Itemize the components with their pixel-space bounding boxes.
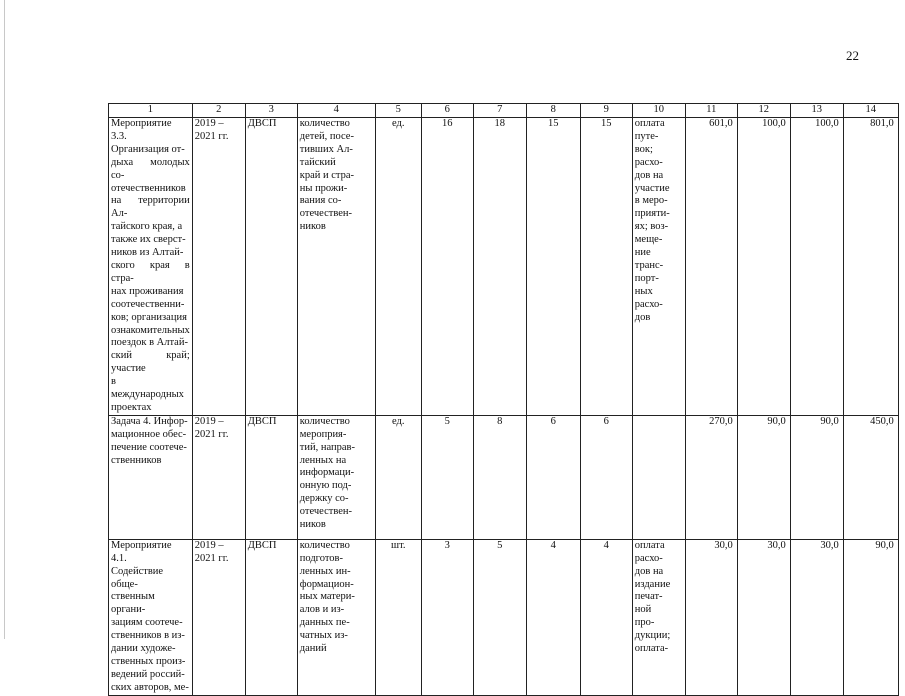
table-cell-col-13: 90,0 [790,415,843,539]
table-cell-col-1: Мероприятие 4.1. Содействие обще- ственным органи- зациям соотече- ственников в из- дании художе- ственных произ- ведений россий- ских авторов, ме- [109,539,193,695]
page-left-edge [4,0,5,639]
header-cell: 6 [421,104,473,118]
table-cell-col-7: 5 [473,539,526,695]
table-cell-col-11: 30,0 [685,539,737,695]
table-cell-col-12: 90,0 [737,415,790,539]
page-number: 22 [846,48,859,63]
table-cell-col-8: 6 [526,415,580,539]
header-cell: 5 [375,104,421,118]
table-cell-col-10: оплата расхо- дов на издание печат- ной про- дукции; оплата- [632,539,685,695]
table-cell-col-3: ДВСП [245,118,297,416]
table-cell-col-5: шт. [375,539,421,695]
program-activities-table [108,103,899,696]
table-cell-col-2: 2019 – 2021 гг. [192,118,245,416]
header-cell: 10 [632,104,685,118]
table-cell-col-12: 100,0 [737,118,790,416]
header-cell: 13 [790,104,843,118]
table-row [109,118,899,416]
header-cell: 4 [297,104,375,118]
header-cell: 1 [109,104,193,118]
table-cell-col-11: 270,0 [685,415,737,539]
table-header-row [109,104,899,118]
table-cell-col-11: 601,0 [685,118,737,416]
table-cell-col-10: оплата путе- вок; расхо- дов на участие в меро- прияти- ях; воз- меще- ние транс- порт- ных расхо- дов [632,118,685,416]
table-cell-col-13: 30,0 [790,539,843,695]
table-cell-col-9: 15 [580,118,632,416]
table-cell-col-9: 6 [580,415,632,539]
header-cell: 9 [580,104,632,118]
header-cell: 14 [843,104,898,118]
table-cell-col-1: Задача 4. Инфор- мационное обес- печение соотече- ственников [109,415,193,539]
header-cell: 8 [526,104,580,118]
table-cell-col-14: 90,0 [843,539,898,695]
table-cell-col-6: 16 [421,118,473,416]
table-cell-col-3: ДВСП [245,539,297,695]
table-cell-col-14: 801,0 [843,118,898,416]
table-cell-col-9: 4 [580,539,632,695]
table-cell-col-14: 450,0 [843,415,898,539]
table-row [109,415,899,539]
table-row [109,539,899,695]
table-cell-col-4: количество подготов- ленных ин- формацион- ных матери- алов и из- данных пе- чатных из- даний [297,539,375,695]
header-cell: 3 [245,104,297,118]
table-cell-col-8: 15 [526,118,580,416]
table-cell-col-8: 4 [526,539,580,695]
header-cell: 11 [685,104,737,118]
table-cell-col-3: ДВСП [245,415,297,539]
table-cell-col-7: 18 [473,118,526,416]
table-cell-col-7: 8 [473,415,526,539]
table-cell-col-13: 100,0 [790,118,843,416]
table-cell-col-4: количество детей, посе- тивших Ал- тайский край и стра- ны прожи- вания со- отечествен- ников [297,118,375,416]
table-cell-col-5: ед. [375,118,421,416]
header-cell: 2 [192,104,245,118]
table-cell-col-5: ед. [375,415,421,539]
header-cell: 12 [737,104,790,118]
table-cell-col-1: Мероприятие 3.3. Организация от- дыха молодых со- отечественников на территории Ал- тайского края, а также их сверст- ников из Алтай- ского края в стра- нах проживания соотечественни- ков; организация ознакомительных поездок в Алтай- ский край; участие в международных проектах [109,118,193,416]
header-cell: 7 [473,104,526,118]
table-cell-col-12: 30,0 [737,539,790,695]
table-cell-col-6: 5 [421,415,473,539]
table-cell-col-10 [632,415,685,539]
table-cell-col-2: 2019 – 2021 гг. [192,539,245,695]
table-cell-col-2: 2019 – 2021 гг. [192,415,245,539]
table-cell-col-4: количество мероприя- тий, направ- ленных на информаци- онную под- держку со- отечествен- ников [297,415,375,539]
table-cell-col-6: 3 [421,539,473,695]
